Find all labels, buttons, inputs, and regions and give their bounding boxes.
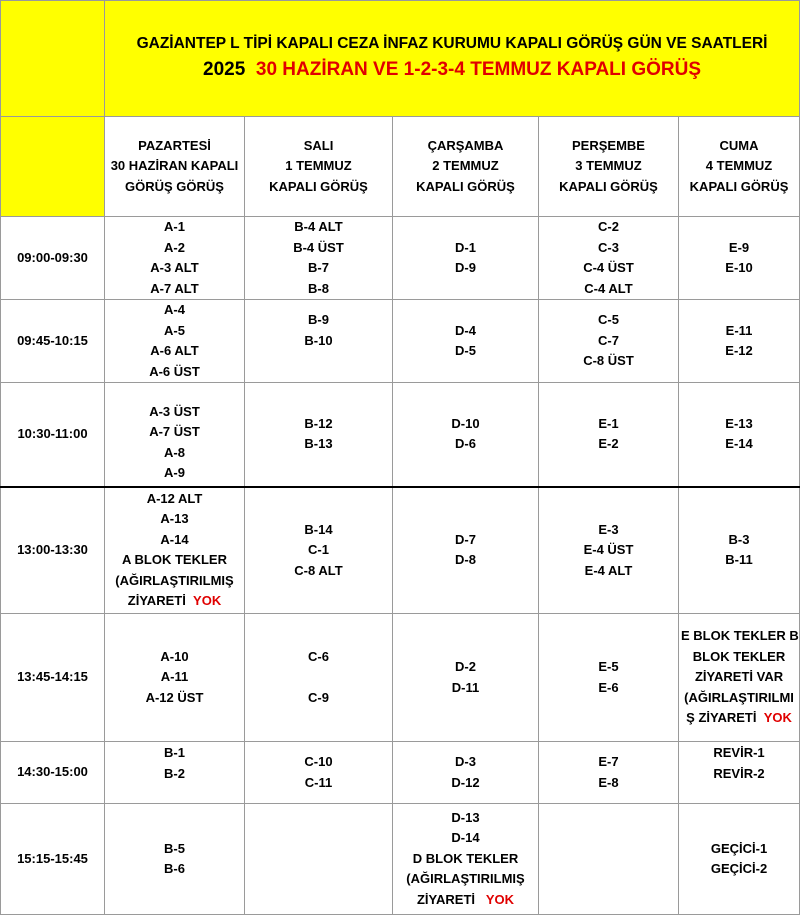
- schedule-cell-monday: A-10 A-11 A-12 ÜST: [105, 614, 245, 742]
- schedule-cell-tuesday: B-14 C-1 C-8 ALT: [245, 487, 393, 614]
- schedule-cell-thursday: E-7 E-8: [539, 742, 679, 804]
- schedule-cell-monday: B-1 B-2: [105, 742, 245, 804]
- schedule-cell-monday: A-1 A-2 A-3 ALT A-7 ALT: [105, 217, 245, 300]
- schedule-cell-wednesday: D-4 D-5: [393, 300, 539, 383]
- schedule-cell-tuesday: [245, 804, 393, 915]
- subtitle-dates: 30 HAZİRAN VE 1-2-3-4 TEMMUZ KAPALI GÖRÜŞ: [255, 58, 702, 80]
- time-row: [1, 383, 800, 487]
- schedule-cell-friday: B-3 B-11: [679, 487, 800, 614]
- schedule-cell-friday: E-13 E-14: [679, 383, 800, 487]
- schedule-cell-thursday: C-5 C-7 C-8 ÜST: [539, 300, 679, 383]
- header-corner: [1, 117, 105, 217]
- page-subtitle: [107, 55, 797, 85]
- schedule-cell-thursday: E-5 E-6: [539, 614, 679, 742]
- schedule-cell-thursday: C-2 C-3 C-4 ÜST C-4 ALT: [539, 217, 679, 300]
- no-visit-badge: YOK: [193, 593, 222, 609]
- schedule-cell-thursday: [539, 804, 679, 915]
- schedule-cell-wednesday: D-13 D-14 D BLOK TEKLER (AĞIRLAŞTIRILMIŞ ZİYARETİ YOK: [393, 804, 539, 915]
- schedule-cell-friday: E-9 E-10: [679, 217, 800, 300]
- time-row: [1, 742, 800, 804]
- schedule-cell-tuesday: B-9 B-10: [245, 300, 393, 383]
- visit-note: ZİYARETİ YOK: [127, 593, 222, 609]
- schedule-cell-wednesday: D-2 D-11: [393, 614, 539, 742]
- schedule-cell-monday: A-12 ALT A-13 A-14 A BLOK TEKLER (AĞIRLAŞTIRILMIŞ ZİYARETİ YOK: [105, 487, 245, 614]
- day-header-wednesday: ÇARŞAMBA 2 TEMMUZ KAPALI GÖRÜŞ: [393, 117, 539, 217]
- schedule-cell-monday: A-3 ÜST A-7 ÜST A-8 A-9: [105, 383, 245, 487]
- schedule-cell-thursday: E-3 E-4 ÜST E-4 ALT: [539, 487, 679, 614]
- schedule-cell-tuesday: C-10 C-11: [245, 742, 393, 804]
- schedule-cell-friday: REVİR-1 REVİR-2: [679, 742, 800, 804]
- time-row: [1, 804, 800, 915]
- year-label: 2025: [203, 58, 246, 80]
- title-corner: [1, 1, 105, 117]
- title-row: [1, 1, 800, 117]
- schedule-cell-monday: B-5 B-6: [105, 804, 245, 915]
- day-header-tuesday: SALI 1 TEMMUZ KAPALI GÖRÜŞ: [245, 117, 393, 217]
- title-cell: [105, 1, 800, 117]
- schedule-cell-tuesday: B-12 B-13: [245, 383, 393, 487]
- time-slot: 09:45-10:15: [1, 300, 105, 383]
- schedule-cell-tuesday: C-6 C-9: [245, 614, 393, 742]
- day-header-monday: PAZARTESİ 30 HAZİRAN KAPALI GÖRÜŞ GÖRÜŞ: [105, 117, 245, 217]
- schedule-cell-thursday: E-1 E-2: [539, 383, 679, 487]
- time-row: [1, 217, 800, 300]
- time-slot: 13:45-14:15: [1, 614, 105, 742]
- schedule-cell-monday: A-4 A-5 A-6 ALT A-6 ÜST: [105, 300, 245, 383]
- time-row: [1, 614, 800, 742]
- day-header-row: [1, 117, 800, 217]
- time-slot: 14:30-15:00: [1, 742, 105, 804]
- no-visit-badge: YOK: [763, 710, 792, 726]
- day-header-thursday: PERŞEMBE 3 TEMMUZ KAPALI GÖRÜŞ: [539, 117, 679, 217]
- schedule-cell-friday: E-11 E-12: [679, 300, 800, 383]
- time-row: [1, 487, 800, 614]
- day-header-friday: CUMA 4 TEMMUZ KAPALI GÖRÜŞ: [679, 117, 800, 217]
- page-title: GAZİANTEP L TİPİ KAPALI CEZA İNFAZ KURUMU KAPALI GÖRÜŞ GÜN VE SAATLERİ: [136, 34, 768, 52]
- no-visit-badge: YOK: [485, 891, 515, 907]
- time-slot: 15:15-15:45: [1, 804, 105, 915]
- schedule-cell-wednesday: D-3 D-12: [393, 742, 539, 804]
- schedule-cell-wednesday: D-1 D-9: [393, 217, 539, 300]
- schedule-cell-wednesday: D-7 D-8: [393, 487, 539, 614]
- time-slot: 09:00-09:30: [1, 217, 105, 300]
- visit-note: ZİYARETİ YOK: [416, 891, 515, 907]
- schedule-cell-tuesday: B-4 ALT B-4 ÜST B-7 B-8: [245, 217, 393, 300]
- visit-note: Ş ZİYARETİ YOK: [686, 710, 792, 726]
- time-slot: 13:00-13:30: [1, 487, 105, 614]
- schedule-cell-friday: E BLOK TEKLER B BLOK TEKLER ZİYARETİ VAR (AĞIRLAŞTIRILMI Ş ZİYARETİ YOK: [679, 614, 800, 742]
- time-slot: 10:30-11:00: [1, 383, 105, 487]
- schedule-cell-friday: GEÇİCİ-1 GEÇİCİ-2: [679, 804, 800, 915]
- time-row: [1, 300, 800, 383]
- schedule-cell-wednesday: D-10 D-6: [393, 383, 539, 487]
